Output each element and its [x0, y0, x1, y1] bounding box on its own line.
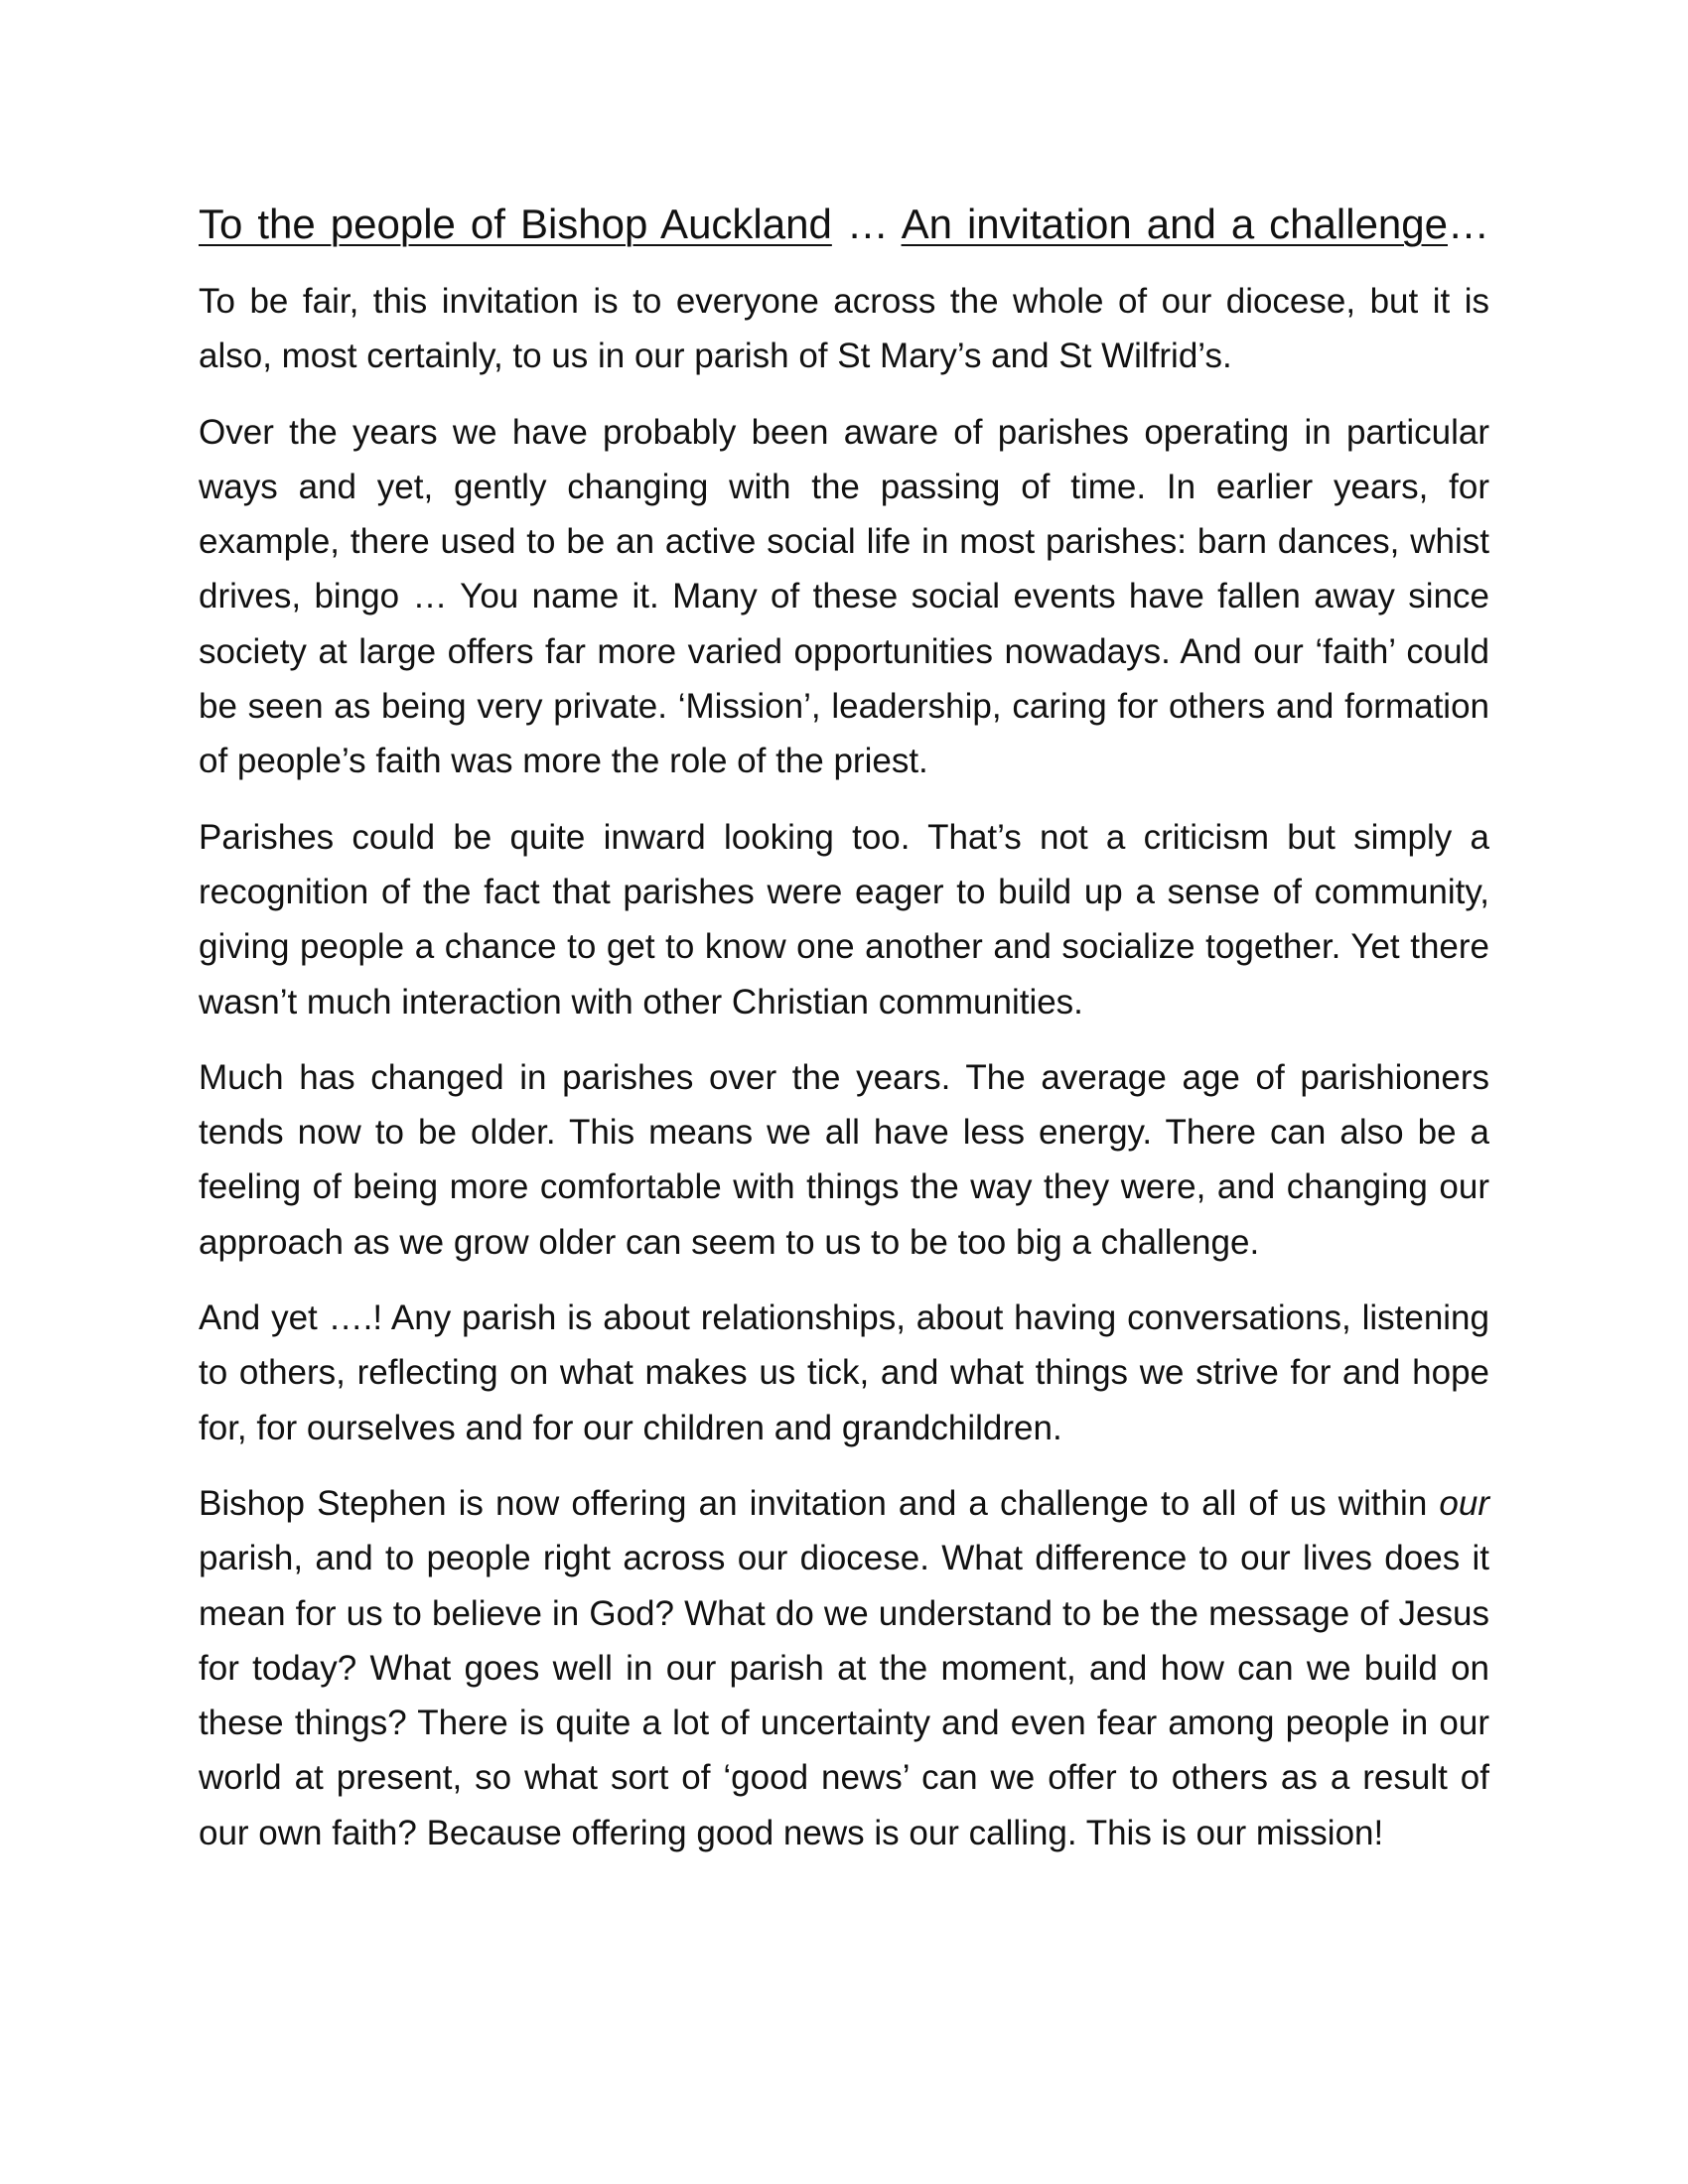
heading-ellipsis-1: …	[831, 201, 902, 247]
paragraph-6-intro: Bishop Stephen is now offering an invitation and a challenge to all of us within	[199, 1483, 1440, 1523]
heading-title-part2: An invitation and a challenge	[901, 201, 1448, 247]
paragraph-6	[199, 1476, 1489, 1860]
paragraph-6-italic-word: our	[1439, 1483, 1489, 1523]
paragraph-6-body: parish, and to people right across our diocese. What difference to our lives does it mean for us to believe in God? What do we understand to be the message of Jesus for today? What goes well in our parish at the moment, and how can we build on these things? There is quite a lot of uncertainty and even fear among people in our world at present, so what sort of ‘good news’ can we offer to others as a result of our own faith? Because offering good news is our calling. This is our mission!	[199, 1539, 1489, 1852]
paragraph-5: And yet ….! Any parish is about relationships, about having conversations, listening to others, reflecting on what makes us tick, and what things we strive for and hope for, for ourselves and for our children and grandchildren.	[199, 1298, 1489, 1447]
heading-title-part1: To the people of Bishop Auckland	[199, 201, 832, 247]
paragraph-1: To be fair, this invitation is to everyone across the whole of our diocese, but it is also, most certainly, to us in our parish of St Mary’s and St Wilfrid’s.	[199, 282, 1489, 376]
paragraph-3: Parishes could be quite inward looking too. That’s not a criticism but simply a recognition of the fact that parishes were eager to build up a sense of community, giving people a chance to get to know one another and socialize together. Yet there wasn’t much interaction with other Christian communities.	[199, 817, 1489, 1022]
document-heading	[199, 195, 1489, 254]
paragraph-4: Much has changed in parishes over the years. The average age of parishioners tends now to be older. This means we all have less energy. There can also be a feeling of being more comfortable with things the way they were, and changing our approach as we grow older can seem to us to be too big a challenge.	[199, 1057, 1489, 1262]
heading-ellipsis-2: …	[1448, 201, 1489, 247]
paragraph-2: Over the years we have probably been aware of parishes operating in particular ways and yet, gently changing with the passing of time. In earlier years, for example, there used to be an active social life in most parishes: barn dances, whist drives, bingo … You name it. Many of these social events have fallen away since society at large offers far more varied opportunities nowadays. And our ‘faith’ could be seen as being very private. ‘Mission’, leadership, caring for others and formation of people’s faith was more the role of the priest.	[199, 412, 1489, 781]
document-page	[199, 195, 1489, 1860]
